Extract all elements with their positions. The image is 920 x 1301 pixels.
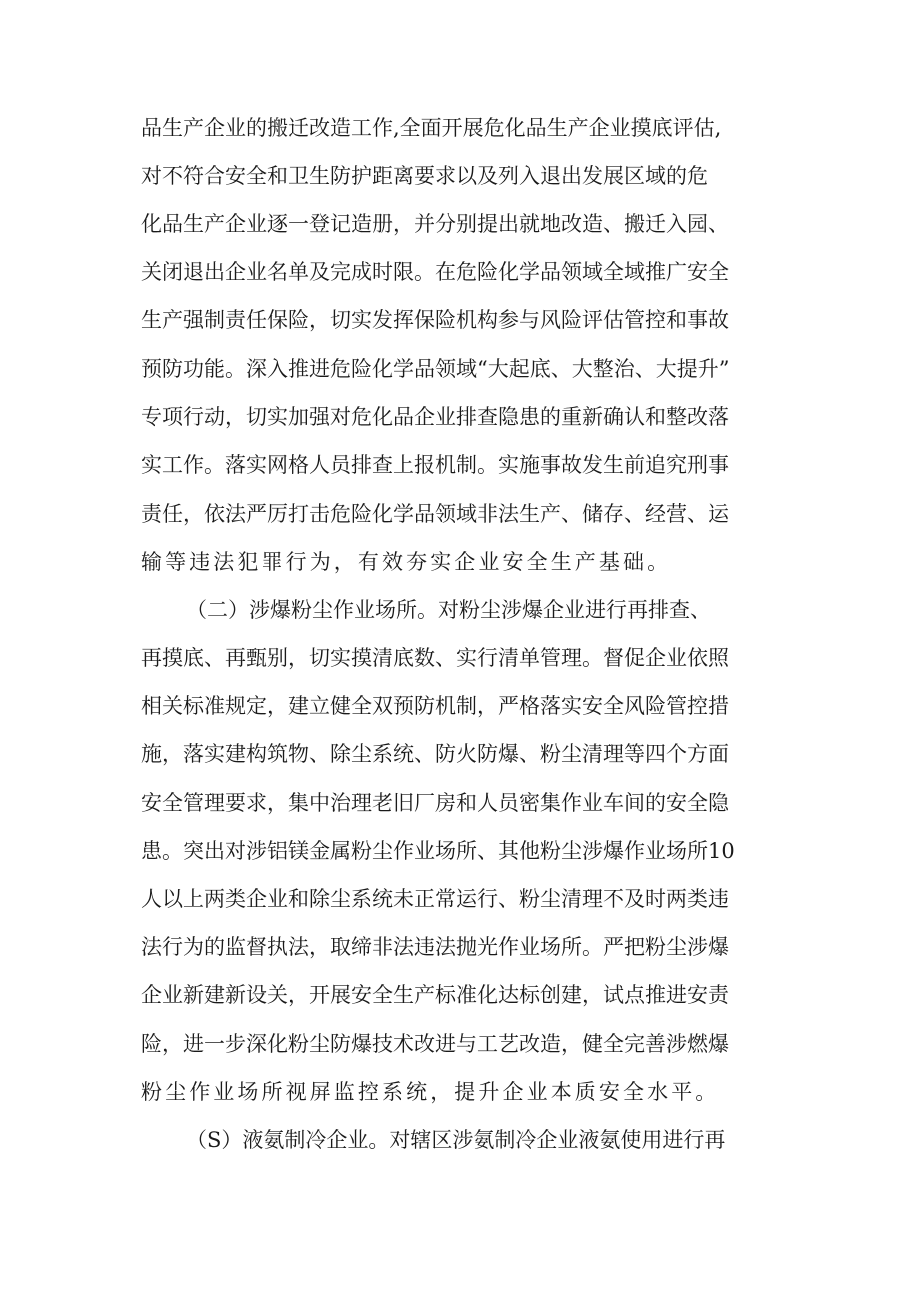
text-line-2: 对不符合安全和卫生防护距离要求以及列入退出发展区域的危 <box>141 164 708 188</box>
text-line-13: 相关标准规定，建立健全双预防机制，严格落实安全风险管控措 <box>141 694 729 718</box>
text-line-8: 实工作。落实网格人员排查上报机制。实施事故发生前追究刑事 <box>141 453 729 477</box>
text-line-20: 险，进一步深化粉尘防爆技术改进与工艺改造，健全完善涉燃爆 <box>141 1032 729 1056</box>
text-line-4: 关闭退出企业名单及完成时限。在危险化学品领域全域推广安全 <box>141 260 729 284</box>
text-line-3: 化品生产企业逐一登记造册，并分别提出就地改造、搬迁入园、 <box>141 212 729 236</box>
text-line-10: 输等违法犯罪行为，有效夯实企业安全生产基础。 <box>141 550 672 574</box>
text-line-5: 生产强制责任保险，切实发挥保险机构参与风险评估管控和事故 <box>141 308 729 332</box>
text-line-7: 专项行动，切实加强对危化品企业排查隐患的重新确认和整改落 <box>141 405 729 429</box>
text-line-18: 法行为的监督执法，取缔非法违法抛光作业场所。严把粉尘涉爆 <box>141 935 729 959</box>
text-line-15: 安全管理要求，集中治理老旧厂房和人员密集作业车间的安全隐 <box>141 791 729 815</box>
text-line-1: 品生产企业的搬迁改造工作,全面开展危化品生产企业摸底评估, <box>141 116 722 140</box>
text-line-17: 人以上两类企业和除尘系统未正常运行、粉尘清理不及时两类违 <box>141 887 729 911</box>
text-line-9: 责任，依法严厉打击危险化学品领域非法生产、储存、经营、运 <box>141 502 729 526</box>
text-line-16: 患。突出对涉铝镁金属粉尘作业场所、其他粉尘涉爆作业场所10 <box>141 839 735 863</box>
section-heading-dust: （二）涉爆粉尘作业场所。对粉尘涉爆企业进行再排查、 <box>186 598 711 622</box>
text-line-21: 粉尘作业场所视屏监控系统，提升企业本质安全水平。 <box>141 1080 720 1104</box>
text-line-19: 企业新建新设关，开展安全生产标准化达标创建，试点推进安责 <box>141 983 729 1007</box>
text-line-14: 施，落实建构筑物、除尘系统、防火防爆、粉尘清理等四个方面 <box>141 742 729 766</box>
text-line-6: 预防功能。深入推进危险化学品领域“大起底、大整治、大提升” <box>141 357 730 381</box>
section-heading-ammonia: （S）液氨制冷企业。对辖区涉氨制冷企业液氨使用进行再 <box>186 1128 726 1152</box>
text-line-12: 再摸底、再甄别，切实摸清底数、实行清单管理。督促企业依照 <box>141 646 729 670</box>
